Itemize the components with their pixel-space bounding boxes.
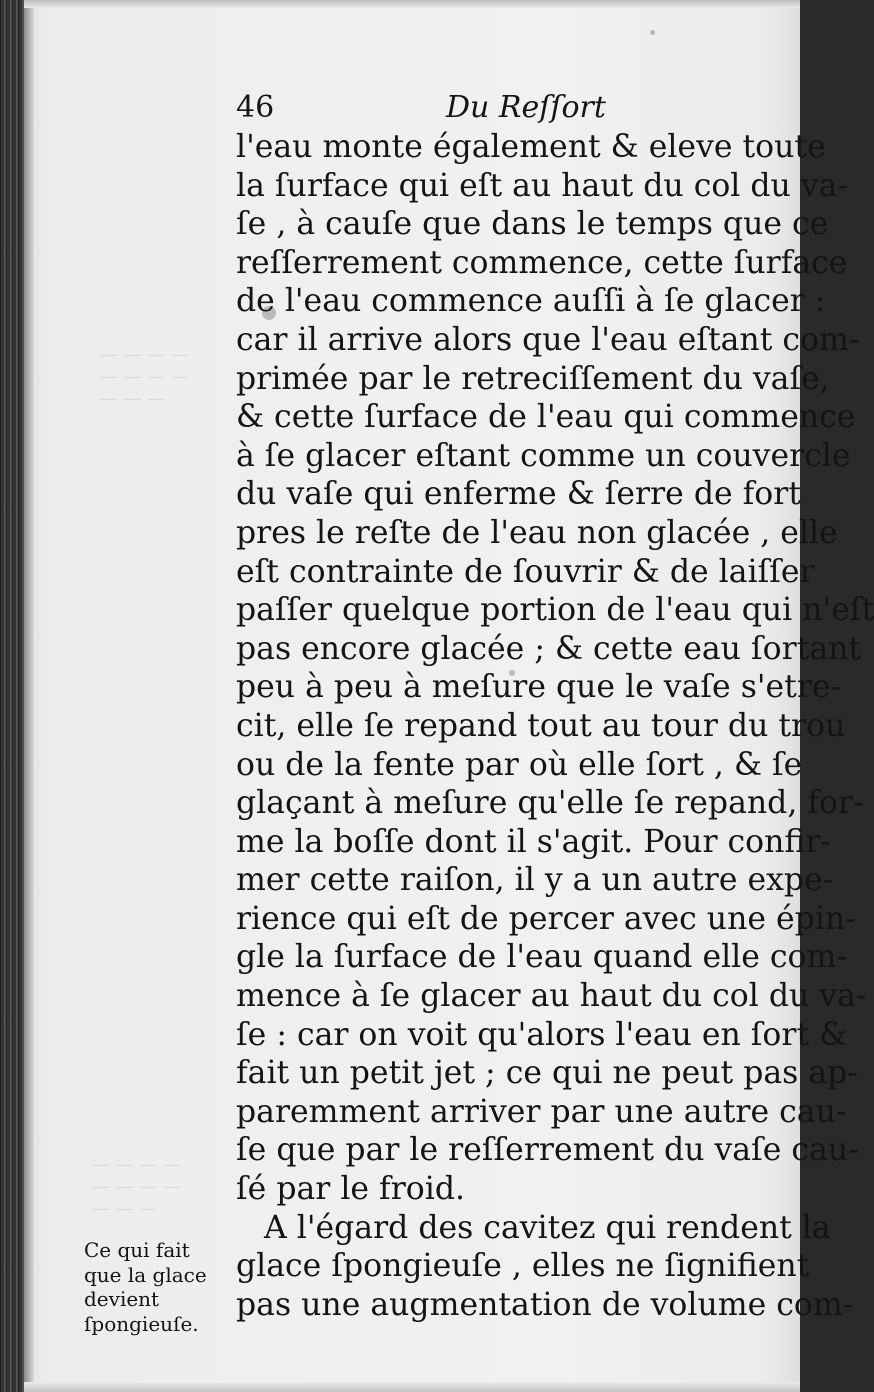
text-line: pres le reſte de l'eau non glacée , elle [236,514,838,551]
text-line: ou de la fente par où elle ſort , & ſe [236,746,803,783]
body-text [236,128,874,1324]
running-title: Du Reſſort [446,90,606,125]
text-line: paremment arriver par une autre cau- [236,1093,847,1130]
text-line: me la boſſe dont il s'agit. Pour confir- [236,823,832,860]
text-line: car il arrive alors que l'eau eſtant com- [236,321,860,358]
marginal-note [84,1238,224,1336]
marginal-note-line: que la glace [84,1262,207,1287]
page-top-edge [24,0,800,8]
text-line: gle la ſurface de l'eau quand elle com- [236,939,848,976]
marginal-note-line: ſpongieuſe. [84,1311,199,1336]
marginal-note-line: Ce qui fait [84,1238,190,1262]
page-number: 46 [236,90,275,125]
show-through-text-top: — — — — — — — — — — — [100,344,190,409]
page-header [236,86,796,130]
text-line: glace ſpongieuſe , elles ne ſignifient [236,1248,810,1285]
ink-speck [650,30,655,35]
text-line: mer cette raiſon, il y a un autre expe- [236,862,834,899]
show-through-text-bottom: — — — — — — — — — — — [92,1154,182,1219]
text-line: l'eau monte également & eleve toute [236,129,826,165]
marginal-note-line: devient [84,1287,160,1311]
text-line: & cette ſurface de l'eau qui commence [236,399,856,436]
text-line: pas encore glacée ; & cette eau ſortant [236,630,862,667]
text-line: ſé par le froid. [236,1171,465,1208]
page-bottom-edge [24,1382,800,1392]
text-line: ſe que par le reſſerrement du vaſe cau- [236,1132,859,1169]
text-line: peu à peu à meſure que le vaſe s'etre- [236,669,842,706]
text-line: glaçant à meſure qu'elle ſe repand, for- [236,785,864,822]
text-line: reſſerrement commence, cette ſurface [236,244,848,281]
text-line: cit, elle ſe repand tout au tour du trou [236,707,846,744]
text-line: la ſurface qui eſt au haut du col du va- [236,167,849,204]
text-line: à ſe glacer eſtant comme un couvercle [236,437,851,474]
text-line: ſe , à cauſe que dans le temps que ce [236,206,829,243]
text-line: fait un petit jet ; ce qui ne peut pas ap- [236,1055,858,1092]
book-binding [0,0,24,1392]
text-line: du vaſe qui enferme & ſerre de fort [236,476,801,513]
text-line: eſt contrainte de ſouvrir & de laiſſer [236,553,815,590]
page-gutter-shadow [24,0,34,1392]
text-line: ſe : car on voit qu'alors l'eau en ſort & [236,1016,848,1053]
text-line: mence à ſe glacer au haut du col du va- [236,978,867,1015]
text-line: A l'égard des cavitez qui rendent la [264,1209,831,1246]
text-line: de l'eau commence auſſi à ſe glacer : [236,283,826,320]
text-line: paſſer quelque portion de l'eau qui n'eſt [236,592,874,629]
text-line: pas une augmentation de volume com- [236,1286,854,1323]
text-line: rience qui eſt de percer avec une épin- [236,900,856,937]
text-line: primée par le retreciſſement du vaſe, [236,360,830,397]
